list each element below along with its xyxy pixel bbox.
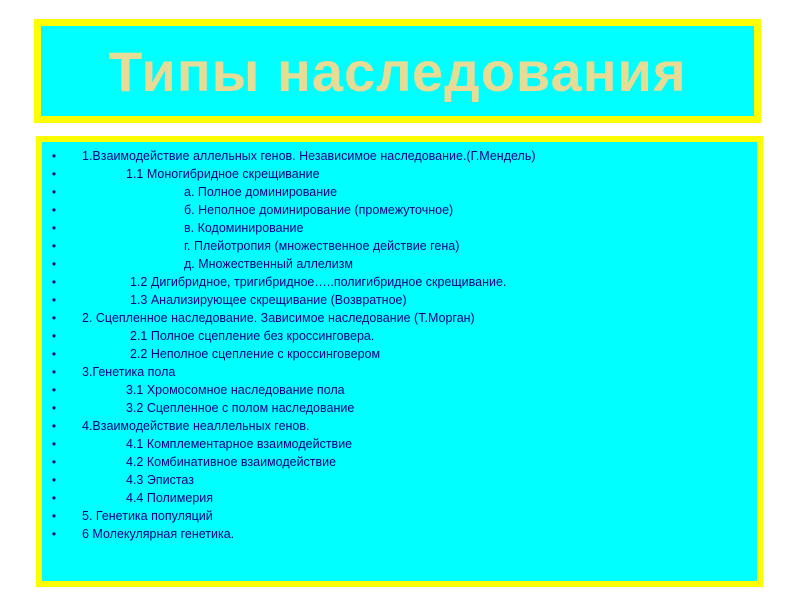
list-item-text: 4.1 Комплементарное взаимодействие bbox=[126, 437, 353, 451]
list-item bbox=[42, 381, 757, 399]
list-item bbox=[42, 345, 757, 363]
list-item bbox=[42, 471, 757, 489]
list-item bbox=[42, 165, 757, 183]
bullet-icon: • bbox=[51, 329, 57, 343]
bullet-icon: • bbox=[51, 221, 57, 235]
list-item bbox=[42, 309, 757, 327]
bullet-icon: • bbox=[51, 491, 57, 505]
list-item bbox=[42, 363, 757, 381]
bullet-icon: • bbox=[51, 239, 57, 253]
bullet-icon: • bbox=[51, 167, 57, 181]
list-item bbox=[42, 273, 757, 291]
list-item-text: б. Неполное доминирование (промежуточное) bbox=[184, 203, 454, 217]
list-item-text: 2. Сцепленное наследование. Зависимое наследование (Т.Морган) bbox=[82, 311, 475, 325]
list-item-text: 3.2 Сцепленное с полом наследование bbox=[126, 401, 355, 415]
list-item-text: 3.1 Хромосомное наследование пола bbox=[126, 383, 345, 397]
list-item-text: а. Полное доминирование bbox=[184, 185, 338, 199]
list-item-text: 1.1 Моногибридное скрещивание bbox=[126, 167, 320, 181]
bullet-icon: • bbox=[51, 455, 57, 469]
bullet-icon: • bbox=[51, 293, 57, 307]
bullet-icon: • bbox=[51, 149, 57, 163]
list-item bbox=[42, 327, 757, 345]
list-item bbox=[42, 525, 757, 543]
list-item-text: д. Множественный аллелизм bbox=[184, 257, 354, 271]
list-item bbox=[42, 489, 757, 507]
list-item-text: г. Плейотропия (множественное действие гена) bbox=[184, 239, 460, 253]
bullet-icon: • bbox=[51, 185, 57, 199]
bullet-icon: • bbox=[51, 311, 57, 325]
bullet-icon: • bbox=[51, 527, 57, 541]
bullet-icon: • bbox=[51, 437, 57, 451]
bullet-icon: • bbox=[51, 383, 57, 397]
bullet-icon: • bbox=[51, 509, 57, 523]
slide-title: Типы наследования bbox=[108, 39, 687, 103]
list-item-text: 1.2 Дигибридное, тригибридное…..полигибридное скрещивание. bbox=[130, 275, 507, 289]
content-panel bbox=[36, 136, 763, 587]
list-item bbox=[42, 417, 757, 435]
list-item bbox=[42, 237, 757, 255]
list-item-text: в. Кодоминирование bbox=[184, 221, 304, 235]
bullet-icon: • bbox=[51, 401, 57, 415]
list-item-text: 2.1 Полное сцепление без кроссинговера. bbox=[130, 329, 375, 343]
list-item-text: 5. Генетика популяций bbox=[82, 509, 213, 523]
list-item-text: 1.Взаимодействие аллельных генов. Независимое наследование.(Г.Мендель) bbox=[82, 149, 536, 163]
topic-list bbox=[42, 147, 757, 543]
list-item bbox=[42, 147, 757, 165]
list-item bbox=[42, 435, 757, 453]
list-item-text: 4.Взаимодействие неаллельных генов. bbox=[82, 419, 310, 433]
bullet-icon: • bbox=[51, 275, 57, 289]
bullet-icon: • bbox=[51, 419, 57, 433]
list-item bbox=[42, 255, 757, 273]
title-panel bbox=[34, 19, 761, 123]
list-item-text: 1.3 Анализирующее скрещивание (Возвратное) bbox=[130, 293, 407, 307]
list-item bbox=[42, 399, 757, 417]
list-item bbox=[42, 507, 757, 525]
list-item-text: 4.2 Комбинативное взаимодействие bbox=[126, 455, 337, 469]
bullet-icon: • bbox=[51, 257, 57, 271]
bullet-icon: • bbox=[51, 347, 57, 361]
bullet-icon: • bbox=[51, 365, 57, 379]
list-item bbox=[42, 219, 757, 237]
bullet-icon: • bbox=[51, 203, 57, 217]
list-item-text: 4.4 Полимерия bbox=[126, 491, 214, 505]
list-item bbox=[42, 453, 757, 471]
list-item bbox=[42, 201, 757, 219]
bullet-icon: • bbox=[51, 473, 57, 487]
list-item bbox=[42, 291, 757, 309]
list-item-text: 2.2 Неполное сцепление с кроссинговером bbox=[130, 347, 381, 361]
list-item bbox=[42, 183, 757, 201]
list-item-text: 4.3 Эпистаз bbox=[126, 473, 194, 487]
list-item-text: 3.Генетика пола bbox=[82, 365, 176, 379]
list-item-text: 6 Молекулярная генетика. bbox=[82, 527, 235, 541]
